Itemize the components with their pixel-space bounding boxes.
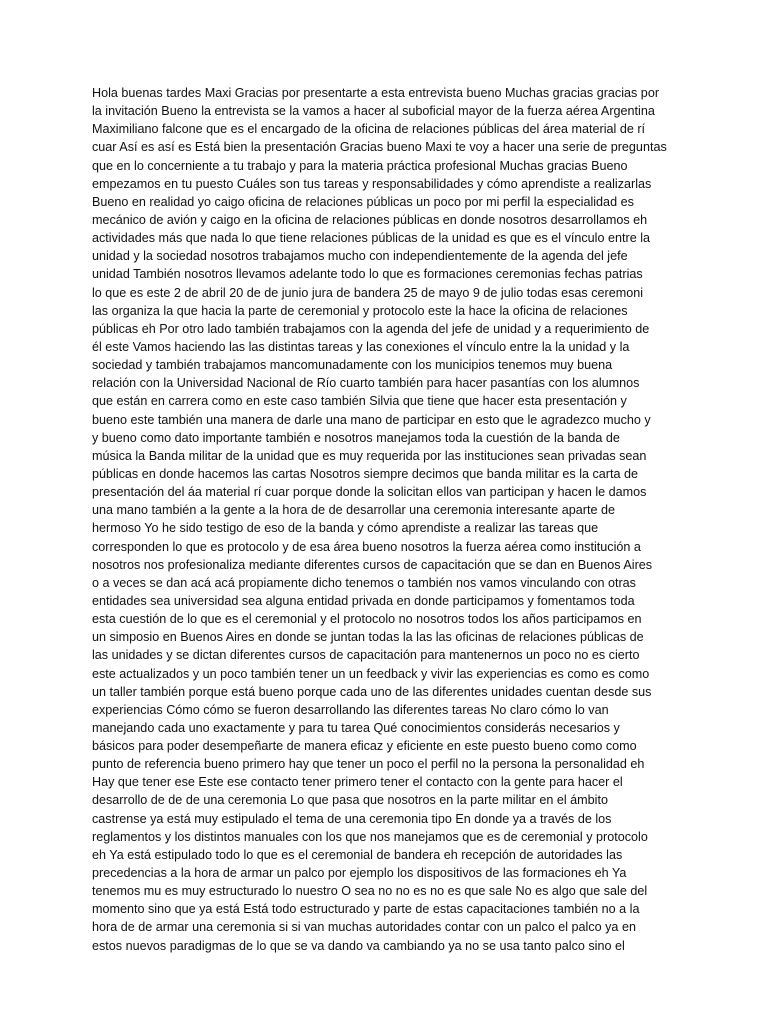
text-line: desarrollo de de de una ceremonia Lo que pasa que nosotros en la parte militar en el ámbito <box>92 793 608 808</box>
text-line: tenemos mu es muy estructurado lo nuestro O sea no no es no es que sale No es algo que sale del <box>92 884 648 899</box>
text-line: empezamos en tu puesto Cuáles son tus tareas y responsabilidades y cómo aprendiste a realizarlas <box>92 176 652 191</box>
text-line: públicas en donde hacemos las cartas Nosotros siempre decimos que banda militar es la carta de <box>92 466 639 481</box>
text-line: unidad y la sociedad nosotros trabajamos mucho con independientemente de la agenda del jefe <box>92 249 628 264</box>
text-line: Bueno en realidad yo caigo oficina de relaciones públicas un poco por mi perfil la especialidad es <box>92 194 634 209</box>
text-line: una mano también a la gente a la hora de de desarrollar una ceremonia interesante aparte de <box>92 503 615 518</box>
text-line: entidades sea universidad sea alguna entidad privada en donde participamos y fomentamos toda <box>92 593 635 608</box>
text-line: públicas eh Por otro lado también trabajamos con la agenda del jefe de unidad y a requerimiento de <box>92 321 650 336</box>
text-line: estos nuevos paradigmas de lo que se va dando va cambiando ya no se usa tanto palco sino el <box>92 938 625 953</box>
text-line: lo que es este 2 de abril 20 de de junio jura de bandera 25 de mayo 9 de julio todas esas ceremoni <box>92 285 643 300</box>
text-line: un simposio en Buenos Aires en donde se juntan todas la las las oficinas de relaciones públicas de <box>92 630 644 645</box>
text-line: las organiza la que hacia la parte de ceremonial y protocolo este la hace la oficina de relaciones <box>92 303 628 318</box>
text-line: hermoso Yo he sido testigo de eso de la banda y cómo aprendiste a realizar las tareas que <box>92 521 599 536</box>
text-line: la invitación Bueno la entrevista se la vamos a hacer al suboficial mayor de la fuerza aérea Argentina <box>92 104 655 119</box>
text-line: relación con la Universidad Nacional de Río cuarto también para hacer pasantías con los alumnos <box>92 376 640 391</box>
text-line: que en lo concerniente a tu trabajo y para la materia práctica profesional Muchas gracias Bueno <box>92 158 628 173</box>
text-line: cuar Así es así es Está bien la presentación Gracias bueno Maxi te voy a hacer una serie de preguntas <box>92 140 667 155</box>
text-line: manejando cada uno exactamente y para tu tarea Qué conocimientos considerás necesarios y <box>92 720 620 735</box>
text-line: hora de de armar una ceremonia si si van muchas autoridades contar con un palco el palco ya en <box>92 920 636 935</box>
text-line: Hay que tener ese Este ese contacto tener primero tener el contacto con la gente para hacer el <box>92 775 623 790</box>
interview-transcript-body <box>92 84 692 955</box>
text-line: o a veces se dan acá acá propiamente dicho tenemos o también nos vamos vinculando con otras <box>92 575 636 590</box>
text-line: castrense ya está muy estipulado el tema de una ceremonia tipo En donde ya a través de los <box>92 811 612 826</box>
text-line: bueno este también una manera de darle una mano de participar en esto que le agradezco mucho y <box>92 412 651 427</box>
text-line: precedencias a la hora de armar un palco por ejemplo los dispositivos de las formaciones eh Ya <box>92 866 627 881</box>
text-line: las unidades y se dictan diferentes cursos de capacitación para mantenernos un poco no es cierto <box>92 648 640 663</box>
text-line: reglamentos y los distintos manuales con los que nos manejamos que es de ceremonial y protocolo <box>92 829 648 844</box>
text-line: Hola buenas tardes Maxi Gracias por presentarte a esta entrevista bueno Muchas gracias gracias por <box>92 86 660 100</box>
text-line: un taller también porque está bueno porque cada uno de las diferentes unidades cuentan desde sus <box>92 684 652 699</box>
text-line: que están en carrera como en este caso también Silvia que tiene que hacer esta presentación y <box>92 394 627 409</box>
text-line: básicos para poder desempeñarte de manera eficaz y eficiente en este puesto bueno como como <box>92 739 637 754</box>
text-line: presentación del áa material rí cuar porque donde la solicitan ellos van participan y hacen le damos <box>92 485 647 500</box>
text-line: punto de referencia bueno primero hay que tener un poco el perfil no la persona la personalidad eh <box>92 757 645 772</box>
text-line: eh Ya está estipulado todo lo que es el ceremonial de bandera eh recepción de autoridades las <box>92 847 623 862</box>
text-line: actividades más que nada lo que tiene relaciones públicas de la unidad es que es el vínculo entre la <box>92 231 650 246</box>
text-line: y bueno como dato importante también e nosotros manejamos toda la cuestión de la banda de <box>92 430 620 445</box>
text-line: música la Banda militar de la unidad que es muy requerida por las instituciones sean privadas sean <box>92 448 647 463</box>
text-line: mecánico de avión y caigo en la oficina de relaciones públicas en donde nosotros desarrollamos eh <box>92 212 648 227</box>
text-line: sociedad y también trabajamos mancomunadamente con los municipios tenemos muy buena <box>92 358 613 373</box>
text-line: unidad También nosotros llevamos adelante todo lo que es formaciones ceremonias fechas patrias <box>92 267 643 282</box>
text-line: Maximiliano falcone que es el encargado de la oficina de relaciones públicas del área material de rí <box>92 122 646 137</box>
text-line: este actualizados y un poco también tener un un feedback y vivir las experiencias es como es como <box>92 666 650 681</box>
text-line: corresponden lo que es protocolo y de esa área bueno nosotros la fuerza aérea como institución a <box>92 539 641 554</box>
text-line: experiencias Cómo cómo se fueron desarrollando las diferentes tareas No claro cómo lo van <box>92 702 609 717</box>
text-line: momento sino que ya está Está todo estructurado y parte de estas capacitaciones también no a la <box>92 902 640 917</box>
text-line: nosotros nos profesionaliza mediante diferentes cursos de capacitación que se dan en Buenos Aires <box>92 557 653 572</box>
text-line: esta cuestión de lo que es el ceremonial y el protocolo no nosotros todos los años participamos en <box>92 612 642 627</box>
text-line: él este Vamos haciendo las las distintas tareas y las conexiones el vínculo entre la la unidad y la <box>92 339 630 354</box>
